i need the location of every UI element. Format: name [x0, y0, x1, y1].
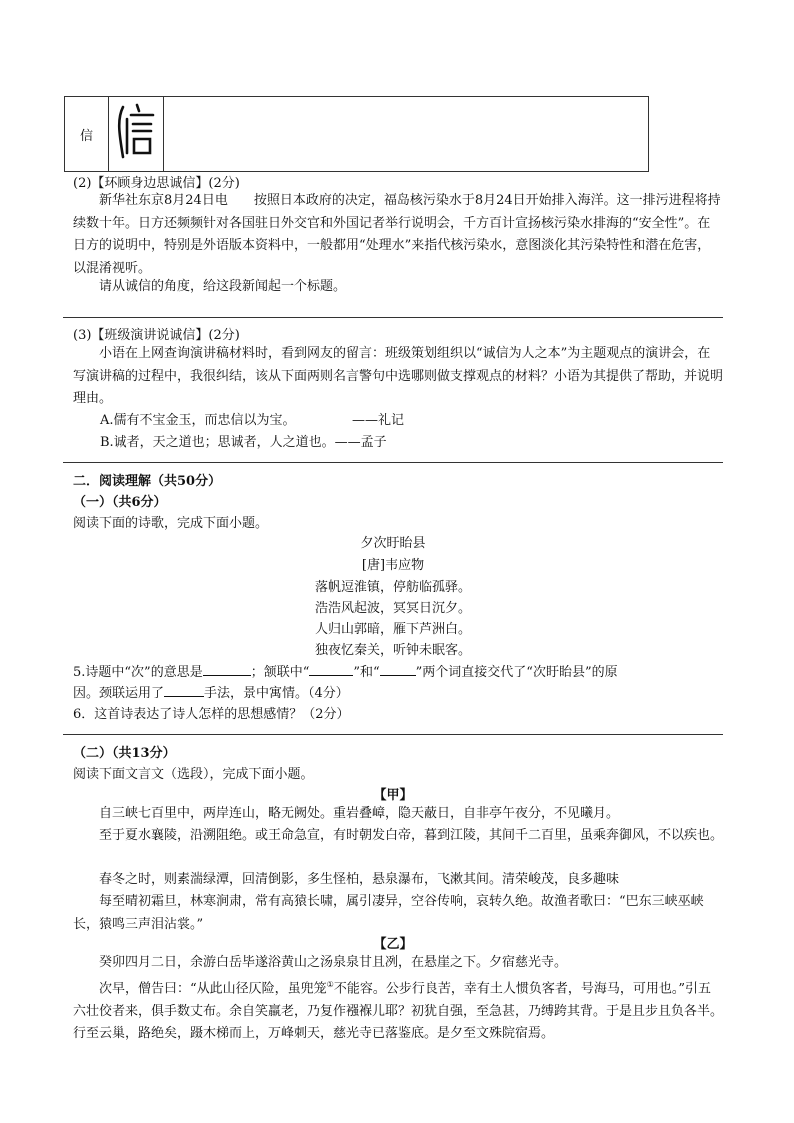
question-6: 6．这首诗表达了诗人怎样的思想感情？（2分） [73, 707, 350, 722]
divider [63, 462, 723, 463]
option-a-source: ——礼记 [352, 413, 405, 428]
passage-paragraph: 每至晴初霜旦，林寒涧肃，常有高猿长啸，属引凄异，空谷传响，哀转久绝。故渔者歌曰：“巴东三峡巫峡长，猿鸣三声泪沾裳。” [73, 894, 704, 932]
section-title: 二．阅读理解（共50分） [73, 474, 222, 489]
passage-yi-label: 【乙】 [373, 937, 413, 952]
passage-paragraph: 自三峡七百里中，两岸连山，略无阙处。重岩叠嶂，隐天蔽日，自非亭午夜分，不见曦月。 [99, 806, 620, 821]
q3-heading: (3)【班级演讲说诚信】(2分) [73, 328, 240, 343]
option-b: B.诚者，天之道也；思诚者，人之道也。——孟子 [100, 435, 387, 450]
answer-blank[interactable] [309, 663, 353, 676]
answer-blank[interactable] [203, 663, 251, 676]
part2-instruction: 阅读下面文言文（选段），完成下面小题。 [73, 767, 314, 782]
question-5-cont: 因。颈联运用了 手法，景中寓情。（4分） [73, 686, 349, 701]
poem-line: 浩浩风起波，冥冥日沉夕。 [314, 601, 471, 616]
part1-heading: （一）（共6分） [73, 495, 167, 510]
q3-body: 小语在上网查询演讲稿材料时，看到网友的留言：班级策划组织以“诚信为人之本”为主题观点的演讲会，在写演讲稿的过程中，我很纠结，该从下面两则名言警句中选哪则做支撑观点的材料？小语为其提供了帮助，并说明理由。 [73, 346, 724, 406]
poem-line: 落帆逗淮镇，停舫临孤驿。 [314, 580, 471, 595]
empty-cell [164, 97, 649, 172]
answer-blank[interactable] [164, 684, 204, 697]
passage-paragraph: 次早，僧告曰：“从此山径仄险，虽兜笼①不能容。公步行良苦，幸有土人惯负客者，号海马，可用也。”引五六壮佼者来，俱手数丈布。余自笑羸老，乃复作襁褓儿耶？初犹自强，至急甚，乃缚跨其背。于是且步且负各半。行至云巢，路绝矣，蹑木梯而上，万峰刺天，慈光寺已落鉴底。是夕至文殊院宿焉。 [73, 980, 724, 1042]
poem-title: 夕次盱眙县 [360, 536, 426, 551]
poem-line: 独夜忆秦关，听钟未眠客。 [314, 643, 471, 658]
answer-blank[interactable] [380, 663, 416, 676]
part1-instruction: 阅读下面的诗歌，完成下面小题。 [73, 516, 269, 531]
q2-heading: (2)【环顾身边思诚信】(2分) [73, 176, 240, 191]
seal-script-image [109, 97, 163, 167]
q2-task: 请从诚信的角度，给这段新闻起一个标题。 [99, 279, 347, 294]
plain-char: 信 [79, 128, 93, 144]
character-table [64, 96, 649, 172]
question-5: 5.诗题中“次”的意思是 ；颔联中“ ”和“ ”两个词直接交代了“次盱眙县”的原 [73, 665, 618, 680]
passage-paragraph: 春冬之时，则素湍绿潭，回清倒影，多生怪柏，悬泉瀑布，飞漱其间。清荣峻茂，良多趣味 [99, 872, 620, 887]
plain-char-cell [65, 97, 109, 172]
q2-news: 新华社东京8月24日电 按照日本政府的决定，福岛核污染水于8月24日开始排入海洋。这一排污进程将持续数十年。日方还频频针对各国驻日外交官和外国记者举行说明会，千方百计宣扬核污染水排海的“安全性”。在日方的说明中，特别是外语版本资料中，一般都用“处理水”来指代核污染水，意图淡化其污染特性和潜在危害，以混淆视听。 [73, 193, 721, 276]
passage-jia-label: 【甲】 [373, 788, 413, 803]
part2-heading: （二）（共13分） [73, 746, 176, 761]
poem-line: 人归山郭暗，雁下芦洲白。 [314, 622, 471, 637]
footnote-marker: ① [326, 980, 334, 989]
option-a: A.儒有不宝金玉，而忠信以为宝。 [100, 413, 296, 428]
passage-paragraph: 至于夏水襄陵，沿溯阻绝。或王命急宣，有时朝发白帝，暮到江陵，其间千二百里，虽乘奔御风，不以疾也。 [99, 828, 724, 843]
divider [63, 317, 723, 318]
seal-char-cell [109, 97, 164, 172]
divider [63, 734, 723, 735]
passage-paragraph: 癸卯四月二日，余游白岳毕遂浴黄山之汤泉泉甘且冽，在悬崖之下。夕宿慈光寺。 [99, 955, 568, 970]
poem-author: [唐]韦应物 [361, 558, 425, 573]
